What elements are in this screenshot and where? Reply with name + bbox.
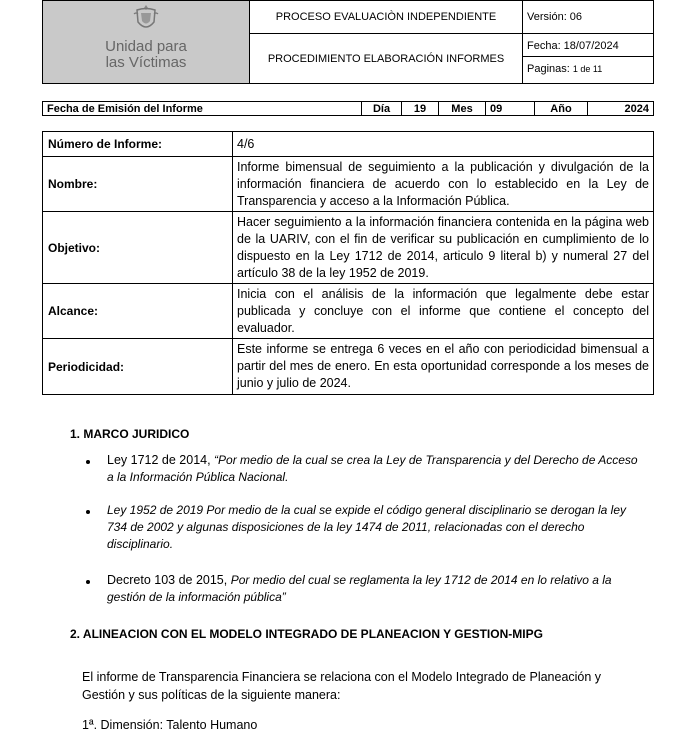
section-2-paragraph: El informe de Transparencia Financiera se relaciona con el Modelo Integrado de Planeación y Gestión y sus políticas de la siguiente manera: <box>82 670 602 702</box>
logo-text-line-1: Unidad para <box>105 38 187 55</box>
scope-label: Alcance: <box>43 284 233 339</box>
day-label: Día <box>362 102 402 116</box>
objective-value: Hacer seguimiento a la información financiera contenida en la página web de la UARIV, con el fin de verificar su publicación en cumplimiento de lo dispuesto en la Ley 1712 de 2014, articulo 9 literal b) y numeral 27 del artículo 38 de la ley 1952 de 2019. <box>233 212 654 284</box>
version: Versión: 06 <box>523 1 654 34</box>
legal-item-1-desc: “Por medio de la cual se crea la Ley de Transparencia y del Derecho de Acceso a la Información Pública Nacional. <box>107 453 638 484</box>
header-date: Fecha: 18/07/2024 <box>523 37 653 57</box>
periodicity-value: Este informe se entrega 6 veces en el año con periodicidad bimensual a partir del mes de enero. En esta oportunidad corresponde a los meses de junio y julio de 2024. <box>233 339 654 395</box>
pages-value: 1 de 11 <box>572 63 603 74</box>
bullet-dot-3 <box>86 580 90 584</box>
periodicity-label: Periodicidad: <box>43 339 233 395</box>
section-1-title: 1. MARCO JURIDICO <box>70 427 190 441</box>
scope-value: Inicia con el análisis de la información que legalmente debe estar publicada y concluye con el informe que contiene el concepto del evaluador. <box>233 284 654 339</box>
legal-item-2 <box>107 502 642 553</box>
pages-label: Paginas: <box>527 62 570 75</box>
legal-item-1-name: Ley 1712 de 2014, <box>107 453 215 467</box>
legal-item-3 <box>107 572 642 606</box>
report-number-label: Número de Informe: <box>43 132 233 157</box>
day-value: 19 <box>402 102 439 116</box>
section-2-title: 2. ALINEACION CON EL MODELO INTEGRADO DE PLANEACION Y GESTION-MIPG <box>70 627 543 641</box>
bullet-dot-2 <box>86 510 90 514</box>
process-title: PROCESO EVALUACIÒN INDEPENDIENTE <box>250 1 523 34</box>
procedure-title: PROCEDIMIENTO ELABORACIÓN INFORMES <box>250 34 523 84</box>
name-label: Nombre: <box>43 157 233 212</box>
emission-label: Fecha de Emisión del Informe <box>43 102 362 116</box>
dimension-heading: 1ª. Dimensión: Talento Humano <box>82 718 258 732</box>
legal-item-1 <box>107 452 642 486</box>
header-pages <box>523 57 653 81</box>
bullet-dot-1 <box>86 460 90 464</box>
name-value: Informe bimensual de seguimiento a la publicación y divulgación de la información financiera de acuerdo con lo establecido en la Ley de Transparencia y acceso a la Información Pública. <box>233 157 654 212</box>
year-value: 2024 <box>588 102 654 116</box>
legal-item-3-name: Decreto 103 de 2015, <box>107 573 231 587</box>
logo-cell <box>43 1 250 84</box>
document-header <box>42 0 654 84</box>
coat-of-arms-icon <box>133 4 159 34</box>
month-label: Mes <box>439 102 486 116</box>
legal-item-2-desc: Por medio de la cual se expide el código general disciplinario se derogan la ley 734 de 2002 y algunas disposiciones de la ley 1474 de 2011, relacionadas con el derecho disciplinario. <box>107 503 627 551</box>
legal-item-3-desc: Por medio del cual se reglamenta la ley 1712 de 2014 en lo relativo a la gestión de la información pública” <box>107 573 612 604</box>
month-value: 09 <box>486 102 535 116</box>
logo-text-line-2: las Víctimas <box>105 54 187 71</box>
emission-date-row <box>42 101 654 116</box>
report-number-value: 4/6 <box>233 132 654 157</box>
date-pages-cell <box>523 34 654 84</box>
year-label: Año <box>535 102 588 116</box>
legal-item-2-name: Ley 1952 de 2019 <box>107 503 207 517</box>
report-info-table <box>42 131 654 395</box>
objective-label: Objetivo: <box>43 212 233 284</box>
